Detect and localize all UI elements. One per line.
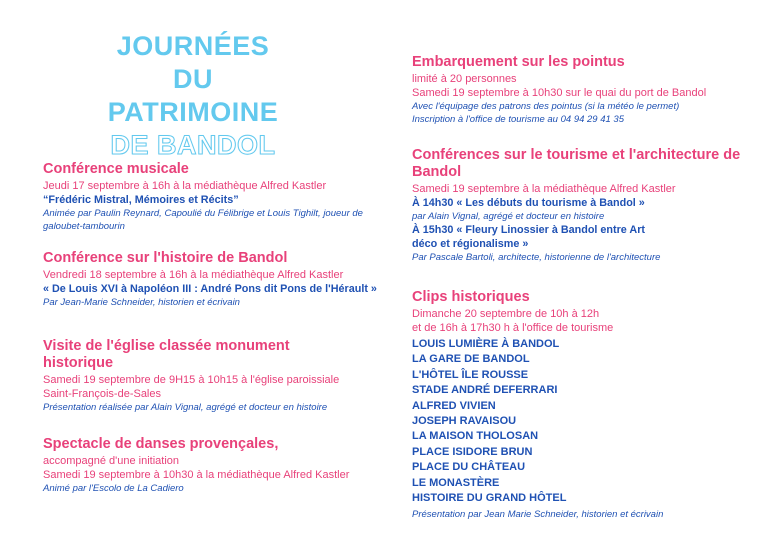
event-credit: Présentation par Jean Marie Schneider, historien et écrivain bbox=[412, 509, 664, 521]
event-schedule: Jeudi 17 septembre à 16h à la médiathèque Alfred Kastler bbox=[43, 180, 327, 192]
event-conferences-tourisme bbox=[412, 147, 762, 264]
event-schedule: Samedi 19 septembre à la médiathèque Alfred Kastler bbox=[412, 183, 676, 195]
talk-title: À 15h30 « Fleury Linossier à Bandol entre Art déco et régionalisme » bbox=[412, 224, 646, 250]
event-heading: Clips historiques bbox=[412, 289, 530, 305]
event-schedule: Samedi 19 septembre à 10h30 à la médiathèque Alfred Kastler bbox=[43, 469, 350, 481]
list-item: JOSEPH RAVAISOU bbox=[412, 415, 517, 428]
event-visite-eglise bbox=[43, 338, 385, 414]
event-conference-musicale bbox=[43, 161, 385, 233]
list-item: LA MAISON THOLOSAN bbox=[412, 430, 539, 443]
page-title bbox=[88, 30, 298, 162]
list-item: LA GARE DE BANDOL bbox=[412, 353, 530, 366]
event-credit: Présentation réalisée par Alain Vignal, agrégé et docteur en histoire bbox=[43, 402, 328, 413]
event-subtitle: “Frédéric Mistral, Mémoires et Récits” bbox=[43, 194, 239, 206]
list-item: STADE ANDRÉ DEFERRARI bbox=[412, 384, 558, 397]
event-heading: Conférence sur l'histoire de Bandol bbox=[43, 250, 288, 266]
event-conference-histoire bbox=[43, 250, 385, 309]
list-item: LOUIS LUMIÈRE À BANDOL bbox=[412, 338, 560, 350]
list-item: HISTOIRE DU GRAND HÔTEL bbox=[412, 492, 567, 505]
clip-list bbox=[412, 337, 762, 506]
event-subtitle: « De Louis XVI à Napoléon III : André Pons dit Pons de l'Hérault » bbox=[43, 283, 377, 295]
event-schedule: Dimanche 20 septembre de 10h à 12h bbox=[412, 308, 600, 320]
event-heading: Visite de l'église classée monument historique bbox=[43, 338, 290, 371]
event-credit: Animée par Paulin Reynard, Capoulié du Félibrige et Louis Tighilt, joueur de galoubet-tambourin bbox=[43, 208, 363, 232]
title-line-1: JOURNÉES bbox=[116, 31, 270, 61]
list-item: PLACE ISIDORE BRUN bbox=[412, 445, 533, 458]
list-item: L'HÔTEL ÎLE ROUSSE bbox=[412, 368, 529, 381]
event-heading: Conférence musicale bbox=[43, 161, 189, 177]
event-schedule: Samedi 19 septembre à 10h30 sur le quai du port de Bandol bbox=[412, 87, 707, 99]
event-clips-historiques bbox=[412, 289, 762, 521]
event-embarquement bbox=[412, 54, 762, 126]
talk-credit: Par Pascale Bartoli, architecte, historienne de l'architecture bbox=[412, 252, 661, 263]
event-note: Avec l'équipage des patrons des pointus (si la météo le permet) bbox=[412, 101, 680, 112]
event-heading: Embarquement sur les pointus bbox=[412, 54, 625, 70]
list-item: PLACE DU CHÂTEAU bbox=[412, 461, 526, 474]
event-schedule: Vendredi 18 septembre à 16h à la médiathèque Alfred Kastler bbox=[43, 269, 344, 281]
talk-title: À 14h30 « Les débuts du tourisme à Bandol » bbox=[412, 197, 645, 209]
event-schedule: Samedi 19 septembre de 9H15 à 10h15 à l'église paroissiale Saint-François-de-Sales bbox=[43, 374, 340, 400]
talk-credit: par Alain Vignal, agrégé et docteur en histoire bbox=[412, 211, 605, 222]
title-line-2: DU PATRIMOINE bbox=[107, 64, 279, 127]
event-limit: limité à 20 personnes bbox=[412, 73, 517, 85]
event-spectacle-danses bbox=[43, 436, 385, 495]
event-note: Inscription à l'office de tourisme au 04 94 29 41 35 bbox=[412, 114, 625, 125]
event-schedule: et de 16h à 17h30 h à l'office de tourisme bbox=[412, 322, 614, 334]
event-credit: Par Jean-Marie Schneider, historien et écrivain bbox=[43, 297, 240, 308]
event-subheading: accompagné d'une initiation bbox=[43, 455, 180, 467]
title-line-3: DE BANDOL bbox=[110, 130, 276, 160]
list-item: ALFRED VIVIEN bbox=[412, 399, 496, 412]
event-heading: Conférences sur le tourisme et l'architecture de Bandol bbox=[412, 147, 741, 180]
event-credit: Animé par l'Escolo de La Cadiero bbox=[43, 483, 184, 494]
event-heading: Spectacle de danses provençales, bbox=[43, 436, 279, 452]
list-item: LE MONASTÈRE bbox=[412, 476, 500, 489]
